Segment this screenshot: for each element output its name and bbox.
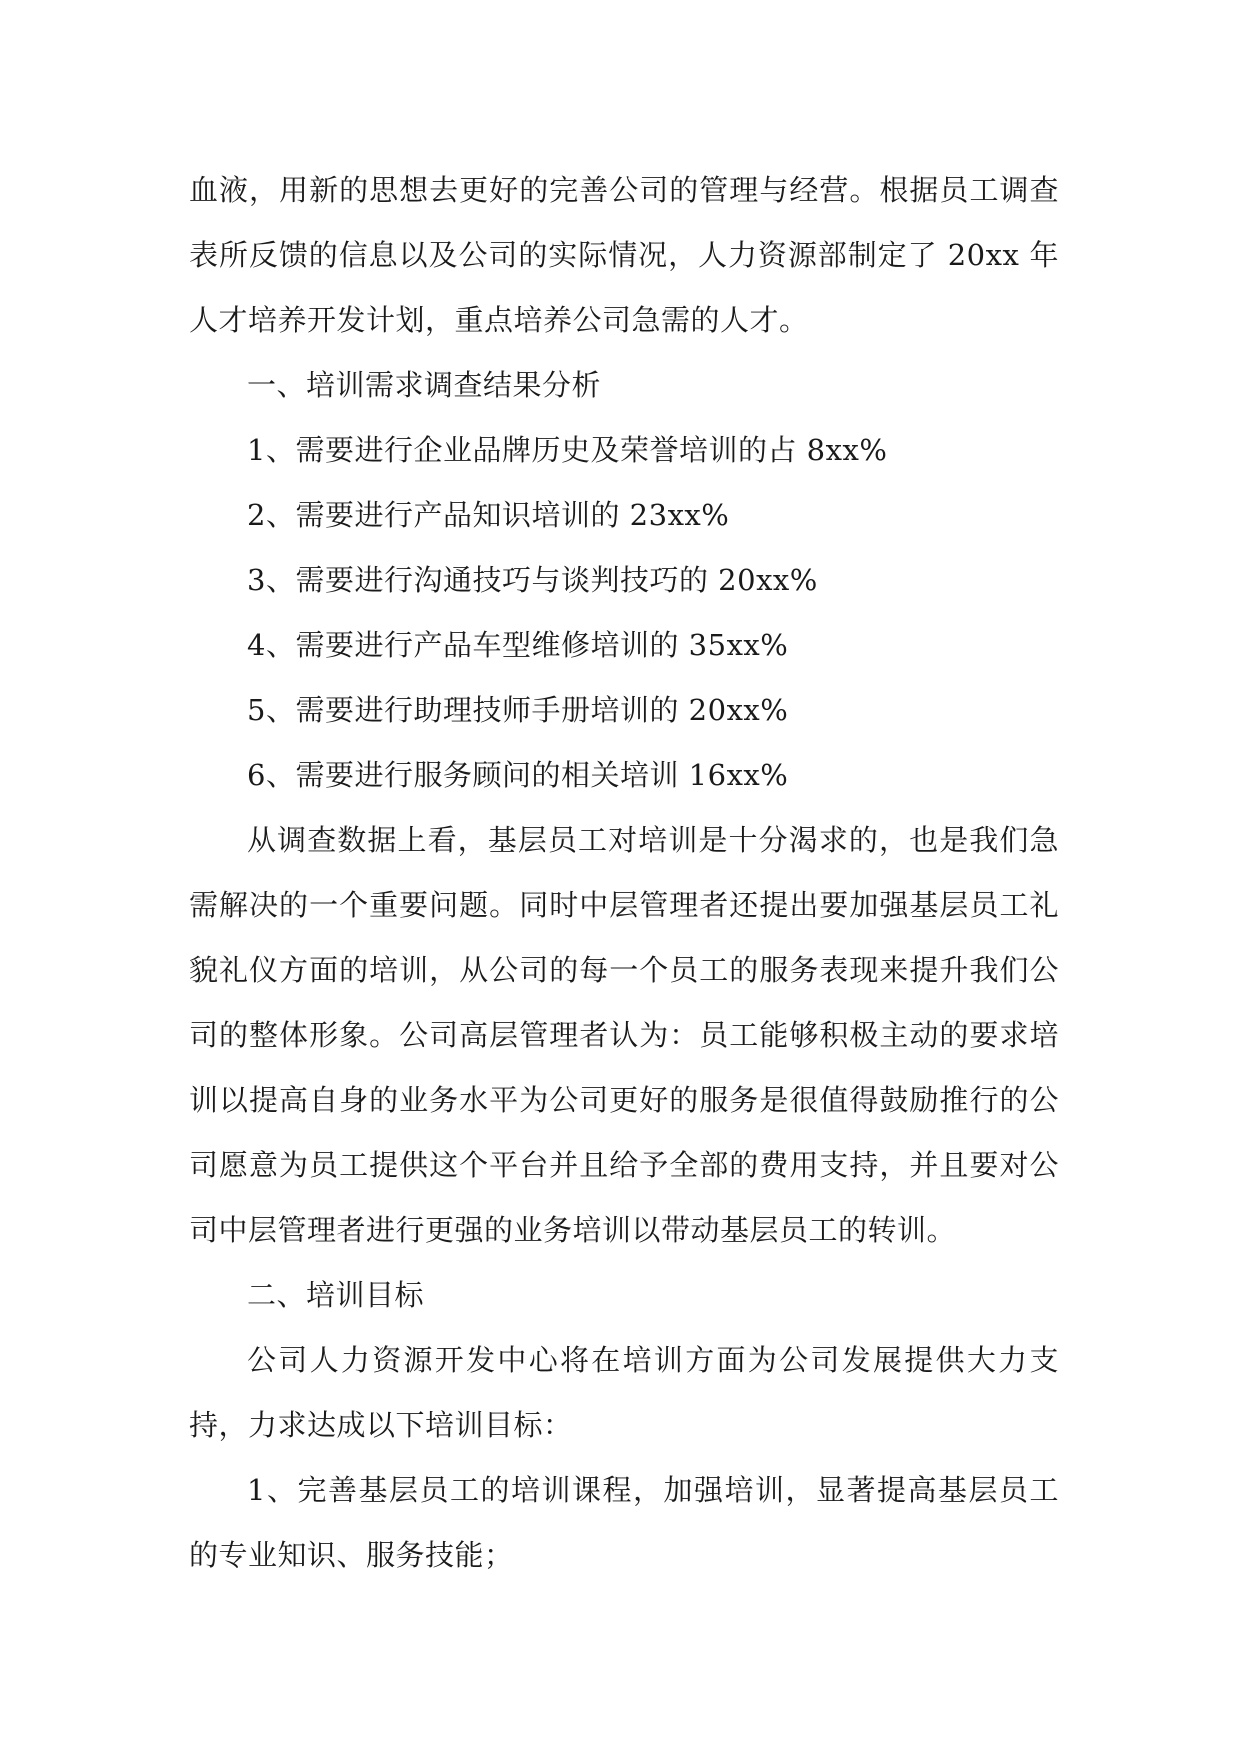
section-heading-training-goals: 二、培训目标 [247,1278,425,1312]
survey-item-1: 1、需要进行企业品牌历史及荣誉培训的占 8xx% [247,433,888,467]
survey-item-3: 3、需要进行沟通技巧与谈判技巧的 20xx% [247,563,818,597]
survey-item-5: 5、需要进行助理技师手册培训的 20xx% [247,693,789,727]
paragraph-survey-conclusion: 从调查数据上看，基层员工对培训是十分渴求的，也是我们急需解决的一个重要问题。同时中层管理者还提出要加强基层员工礼貌礼仪方面的培训，从公司的每一个员工的服务表现来提升我们公司的整体形象。公司高层管理者认为：员工能够积极主动的要求培训以提高自身的业务水平为公司更好的服务是很值得鼓励推行的公司愿意为员工提供这个平台并且给予全部的费用支持，并且要对公司中层管理者进行更强的业务培训以带动基层员工的转训。 [189,823,1059,1247]
goal-item-1: 1、完善基层员工的培训课程，加强培训，显著提高基层员工的专业知识、服务技能； [189,1473,1059,1572]
document-body [189,158,1059,1588]
paragraph-intro: 血液，用新的思想去更好的完善公司的管理与经营。根据员工调查表所反馈的信息以及公司的实际情况，人力资源部制定了 20xx 年人才培养开发计划，重点培养公司急需的人才。 [189,173,1059,337]
survey-item-6: 6、需要进行服务顾问的相关培训 16xx% [247,758,789,792]
paragraph-goals-intro: 公司人力资源开发中心将在培训方面为公司发展提供大力支持，力求达成以下培训目标： [189,1343,1059,1442]
survey-item-2: 2、需要进行产品知识培训的 23xx% [247,498,730,532]
section-heading-survey-analysis: 一、培训需求调查结果分析 [247,368,602,402]
survey-item-4: 4、需要进行产品车型维修培训的 35xx% [247,628,789,662]
